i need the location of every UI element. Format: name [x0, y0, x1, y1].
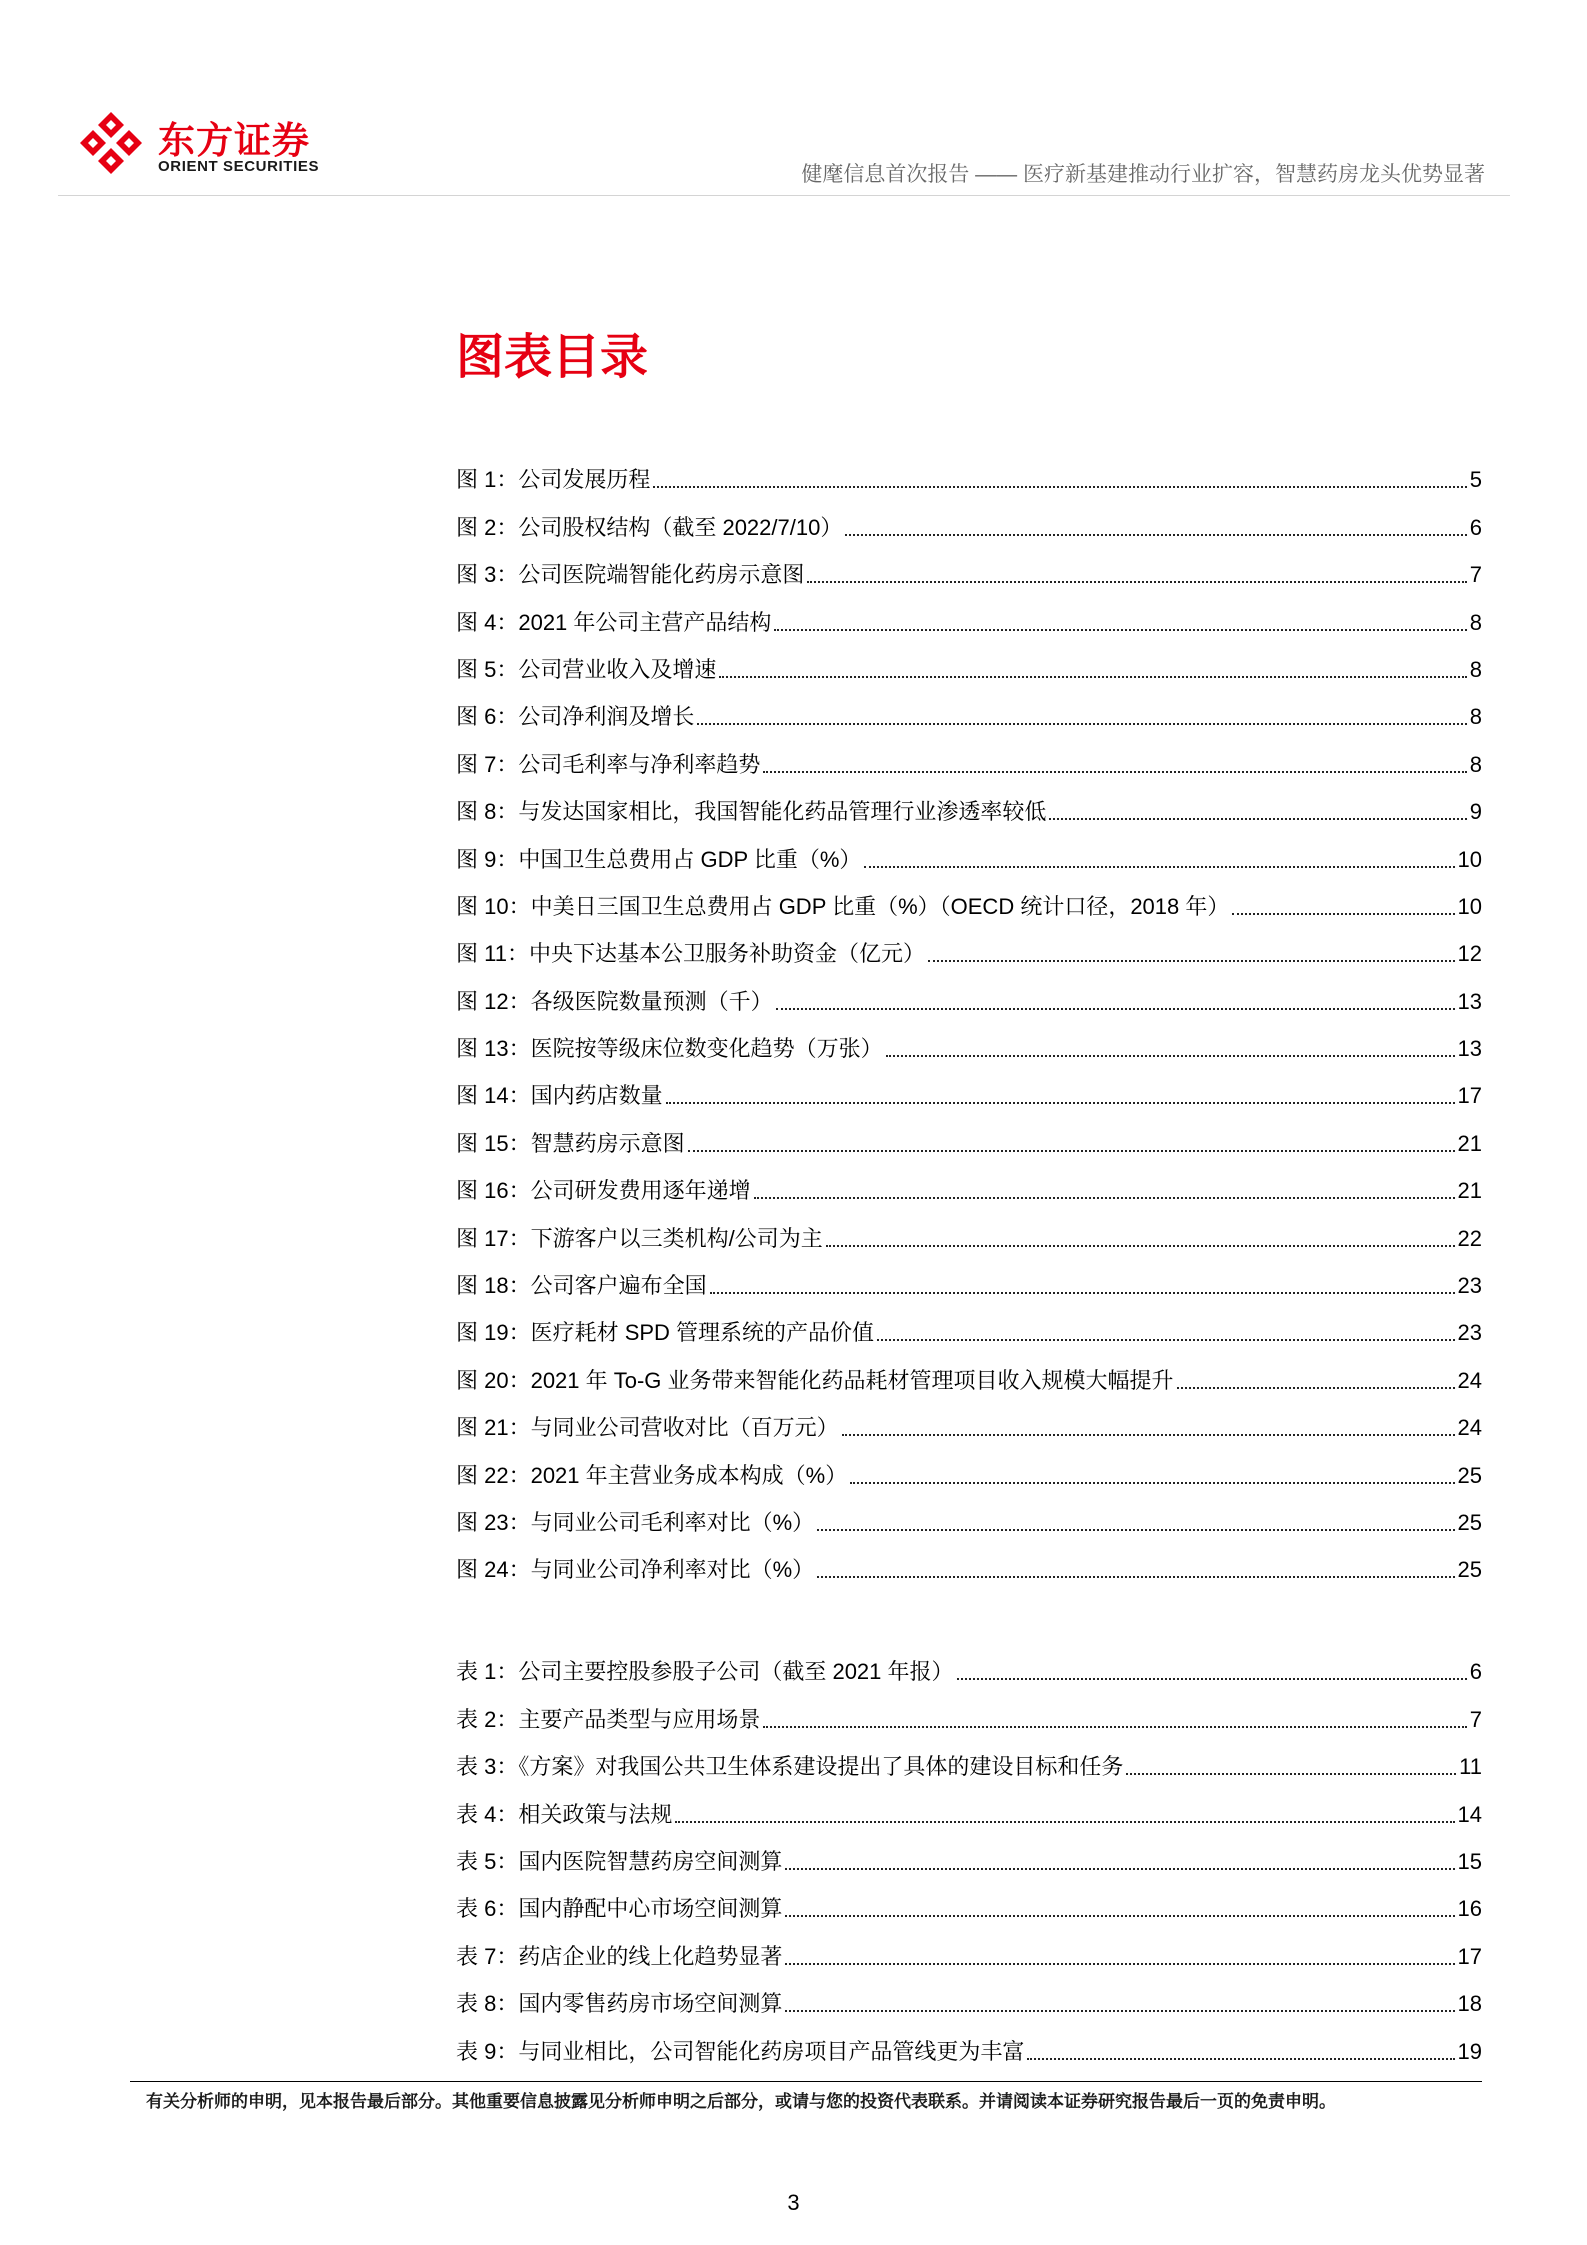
- toc-entry-label: 表 6：国内静配中心市场空间测算: [456, 1896, 783, 1922]
- toc-entry-label: 表 3：《方案》对我国公共卫生体系建设提出了具体的建设目标和任务: [456, 1754, 1124, 1780]
- toc-entry-label: 表 5：国内医院智慧药房空间测算: [456, 1848, 783, 1874]
- toc-entry-label: 图 5：公司营业收入及增速: [456, 656, 717, 682]
- toc-entry-figure-22[interactable]: [456, 1445, 1482, 1492]
- dot-leader: [817, 1529, 1454, 1531]
- dot-leader: [1232, 913, 1454, 915]
- toc-entry-table-5[interactable]: [456, 1832, 1482, 1879]
- page-title: 图表目录: [456, 329, 649, 385]
- toc-entry-page: 8: [1469, 656, 1482, 682]
- toc-entry-figure-17[interactable]: [456, 1208, 1482, 1255]
- toc-entry-page: 12: [1457, 941, 1482, 967]
- dot-leader: [776, 1008, 1455, 1010]
- toc-entry-page: 8: [1469, 751, 1482, 777]
- toc-entry-label: 图 20：2021 年 To-G 业务带来智能化药品耗材管理项目收入规模大幅提升: [456, 1367, 1174, 1393]
- toc-entry-page: 25: [1457, 1462, 1482, 1488]
- dot-leader: [877, 1339, 1454, 1341]
- footer-disclaimer: 有关分析师的申明，见本报告最后部分。其他重要信息披露见分析师申明之后部分，或请与您的投资代表联系。并请阅读本证券研究报告最后一页的免责申明。: [146, 2092, 1336, 2111]
- toc-entry-figure-7[interactable]: [456, 734, 1482, 781]
- toc-entry-page: 10: [1457, 846, 1482, 872]
- toc-entry-label: 表 1：公司主要控股参股子公司（截至 2021 年报）: [456, 1659, 954, 1685]
- toc-entry-label: 图 11：中央下达基本公卫服务补助资金（亿元）: [456, 941, 925, 967]
- toc-entry-figure-9[interactable]: [456, 829, 1482, 876]
- toc-entry-figure-18[interactable]: [456, 1256, 1482, 1303]
- toc-entry-label: 表 2：主要产品类型与应用场景: [456, 1706, 761, 1732]
- toc-entry-label: 表 9：与同业相比，公司智能化药房项目产品管线更为丰富: [456, 2038, 1025, 2064]
- dot-leader: [864, 866, 1454, 868]
- dot-leader: [785, 1963, 1454, 1965]
- toc-entry-page: 19: [1457, 2038, 1482, 2064]
- toc-entry-label: 图 7：公司毛利率与净利率趋势: [456, 751, 761, 777]
- dot-leader: [807, 581, 1466, 583]
- toc-entry-label: 表 8：国内零售药房市场空间测算: [456, 1991, 783, 2017]
- toc-entry-table-3[interactable]: [456, 1737, 1482, 1784]
- toc-entry-figure-8[interactable]: [456, 782, 1482, 829]
- toc-entry-table-9[interactable]: [456, 2021, 1482, 2068]
- toc-entry-page: 9: [1469, 799, 1482, 825]
- dot-leader: [1126, 1773, 1456, 1775]
- dot-leader: [774, 629, 1466, 631]
- dot-leader: [1177, 1387, 1455, 1389]
- toc-entry-figure-23[interactable]: [456, 1493, 1482, 1540]
- toc-entry-figure-21[interactable]: [456, 1398, 1482, 1445]
- toc-entry-label: 图 10：中美日三国卫生总费用占 GDP 比重（%）（OECD 统计口径，2018 年）: [456, 893, 1230, 919]
- toc-entry-figure-5[interactable]: [456, 640, 1482, 687]
- dot-leader: [957, 1678, 1467, 1680]
- toc-entry-label: 图 16：公司研发费用逐年递增: [456, 1178, 751, 1204]
- toc-entry-label: 图 24：与同业公司净利率对比（%）: [456, 1557, 815, 1583]
- toc-entry-label: 图 14：国内药店数量: [456, 1083, 663, 1109]
- table-list: [456, 1642, 1482, 2069]
- dot-leader: [842, 1434, 1455, 1436]
- page-number: 3: [787, 2190, 800, 2215]
- toc-entry-table-2[interactable]: [456, 1689, 1482, 1736]
- orient-diamond-logo-icon: [76, 108, 146, 178]
- figure-list: [456, 450, 1482, 1587]
- toc-entry-label: 图 13：医院按等级床位数变化趋势（万张）: [456, 1036, 883, 1062]
- dot-leader: [1027, 2058, 1454, 2060]
- toc-entry-page: 17: [1457, 1943, 1482, 1969]
- toc-entry-figure-2[interactable]: [456, 497, 1482, 544]
- dot-leader: [817, 1576, 1454, 1578]
- toc-entry-page: 15: [1457, 1848, 1482, 1874]
- toc-entry-label: 图 12：各级医院数量预测（千）: [456, 988, 773, 1014]
- toc-entry-label: 图 9：中国卫生总费用占 GDP 比重（%）: [456, 846, 862, 872]
- toc-entry-figure-16[interactable]: [456, 1161, 1482, 1208]
- toc-entry-figure-11[interactable]: [456, 924, 1482, 971]
- toc-entry-figure-3[interactable]: [456, 545, 1482, 592]
- toc-entry-label: 图 19：医疗耗材 SPD 管理系统的产品价值: [456, 1320, 875, 1346]
- toc-entry-figure-24[interactable]: [456, 1540, 1482, 1587]
- toc-entry-figure-12[interactable]: [456, 971, 1482, 1018]
- toc-entry-page: 25: [1457, 1557, 1482, 1583]
- footer-divider: [130, 2081, 1482, 2082]
- dot-leader: [785, 1868, 1454, 1870]
- toc-entry-page: 18: [1457, 1991, 1482, 2017]
- toc-entry-figure-4[interactable]: [456, 592, 1482, 639]
- toc-entry-figure-13[interactable]: [456, 1019, 1482, 1066]
- dot-leader: [688, 1150, 1455, 1152]
- toc-entry-label: 图 1：公司发展历程: [456, 467, 651, 493]
- dot-leader: [845, 534, 1466, 536]
- toc-entry-page: 13: [1457, 1036, 1482, 1062]
- page-header: [0, 0, 1587, 200]
- toc-entry-figure-15[interactable]: [456, 1113, 1482, 1160]
- toc-entry-figure-1[interactable]: [456, 450, 1482, 497]
- toc-entry-page: 25: [1457, 1509, 1482, 1535]
- toc-entry-page: 14: [1457, 1801, 1482, 1827]
- toc-entry-page: 5: [1469, 467, 1482, 493]
- toc-entry-label: 图 4：2021 年公司主营产品结构: [456, 609, 772, 635]
- dot-leader: [785, 1915, 1454, 1917]
- dot-leader: [886, 1055, 1455, 1057]
- dot-leader: [763, 1726, 1466, 1728]
- company-logo: [76, 108, 346, 178]
- dot-leader: [754, 1197, 1455, 1199]
- toc-entry-figure-19[interactable]: [456, 1303, 1482, 1350]
- toc-entry-page: 21: [1457, 1178, 1482, 1204]
- toc-entry-label: 图 3：公司医院端智能化药房示意图: [456, 562, 805, 588]
- dot-leader: [763, 771, 1466, 773]
- toc-entry-page: 6: [1469, 514, 1482, 540]
- dot-leader: [710, 1292, 1455, 1294]
- brand-name-cn: 东方证券: [158, 119, 310, 162]
- toc-entry-figure-20[interactable]: [456, 1350, 1482, 1397]
- dot-leader: [928, 960, 1455, 962]
- toc-entry-page: 7: [1469, 562, 1482, 588]
- toc-entry-page: 6: [1469, 1659, 1482, 1685]
- toc-entry-label: 图 22：2021 年主营业务成本构成（%）: [456, 1462, 848, 1488]
- toc-entry-label: 图 21：与同业公司营收对比（百万元）: [456, 1415, 839, 1441]
- toc-entry-page: 10: [1457, 893, 1482, 919]
- toc-entry-figure-14[interactable]: [456, 1066, 1482, 1113]
- toc-entry-table-6[interactable]: [456, 1879, 1482, 1926]
- toc-entry-page: 23: [1457, 1273, 1482, 1299]
- toc-entry-label: 图 15：智慧药房示意图: [456, 1130, 685, 1156]
- toc-entry-page: 11: [1459, 1754, 1482, 1780]
- toc-entry-page: 8: [1469, 609, 1482, 635]
- report-title: 健麾信息首次报告 —— 医疗新基建推动行业扩容，智慧药房龙头优势显著: [801, 163, 1485, 186]
- toc-entry-page: 21: [1457, 1130, 1482, 1156]
- toc-entry-label: 表 4：相关政策与法规: [456, 1801, 673, 1827]
- toc-entry-page: 13: [1457, 988, 1482, 1014]
- toc-entry-label: 表 7：药店企业的线上化趋势显著: [456, 1943, 783, 1969]
- toc-entry-label: 图 23：与同业公司毛利率对比（%）: [456, 1509, 815, 1535]
- toc-entry-label: 图 17：下游客户以三类机构/公司为主: [456, 1225, 823, 1251]
- toc-entry-page: 23: [1457, 1320, 1482, 1346]
- dot-leader: [675, 1821, 1454, 1823]
- toc-entry-label: 图 8：与发达国家相比，我国智能化药品管理行业渗透率较低: [456, 799, 1047, 825]
- toc-entry-table-8[interactable]: [456, 1974, 1482, 2021]
- dot-leader: [826, 1245, 1455, 1247]
- toc-entry-label: 图 2：公司股权结构（截至 2022/7/10）: [456, 514, 843, 540]
- dot-leader: [653, 486, 1466, 488]
- toc-entry-page: 24: [1457, 1367, 1482, 1393]
- toc-entry-label: 图 6：公司净利润及增长: [456, 704, 695, 730]
- toc-entry-figure-10[interactable]: [456, 877, 1482, 924]
- toc-entry-table-4[interactable]: [456, 1784, 1482, 1831]
- toc-entry-page: 17: [1457, 1083, 1482, 1109]
- toc-entry-page: 7: [1469, 1706, 1482, 1732]
- brand-name-en: ORIENT SECURITIES: [158, 158, 320, 175]
- toc-entry-page: 8: [1469, 704, 1482, 730]
- dot-leader: [719, 676, 1466, 678]
- toc-entry-page: 22: [1457, 1225, 1482, 1251]
- dot-leader: [785, 2010, 1454, 2012]
- dot-leader: [850, 1482, 1454, 1484]
- dot-leader: [1049, 818, 1466, 820]
- toc-entry-table-1[interactable]: [456, 1642, 1482, 1689]
- toc-entry-table-7[interactable]: [456, 1926, 1482, 1973]
- toc-entry-figure-6[interactable]: [456, 687, 1482, 734]
- toc-entry-page: 16: [1457, 1896, 1482, 1922]
- dot-leader: [666, 1102, 1455, 1104]
- toc-entry-label: 图 18：公司客户遍布全国: [456, 1273, 707, 1299]
- dot-leader: [697, 723, 1466, 725]
- header-divider: [58, 195, 1510, 196]
- toc-entry-page: 24: [1457, 1415, 1482, 1441]
